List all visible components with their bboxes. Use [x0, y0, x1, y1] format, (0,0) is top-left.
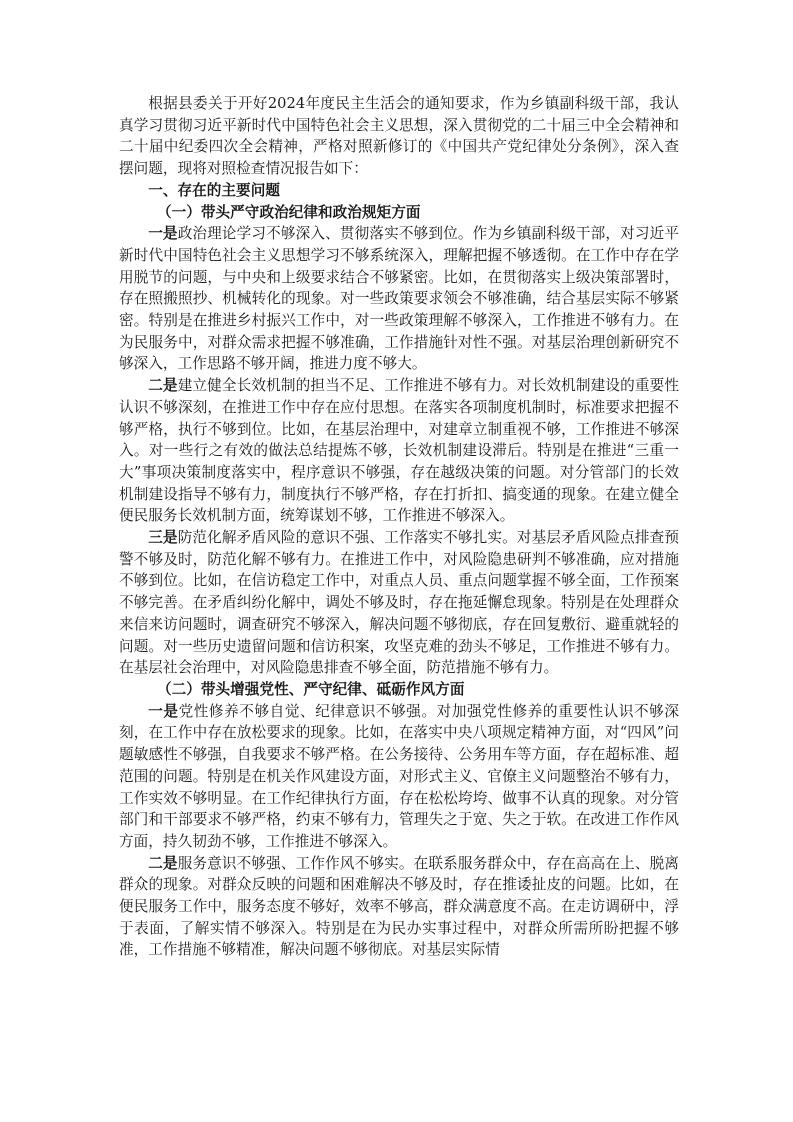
paragraph-3-lead: 三是 — [148, 529, 178, 547]
paragraph-4-lead: 一是 — [148, 702, 179, 720]
paragraph-5 — [119, 853, 679, 962]
subsection-heading-1: （一）带头严守政治纪律和政治规矩方面 — [156, 203, 421, 221]
paragraph-3-body: 防范化解矛盾风险的意识不强、工作落实不够扎实。对基层矛盾风险点排查预警不够及时，防范化解不够有力。在推进工作中，对风险隐患研判不够准确，应对措施不够到位。比如，在信访稳定工作中，对重点人员、重点问题掌握不够全面，工作预案不够完善。在矛盾纠纷化解中，调处不够及时，存在拖延懈怠现象。特别是在处理群众来信来访问题时，调查研究不够深入，解决问题不够彻底，存在回复敷衍、避重就轻的问题。对一些历史遗留问题和信访积案，攻坚克难的劲头不够足，工作推进不够有力。在基层社会治理中，对风险隐患排查不够全面，防范措施不够有力。 — [119, 529, 679, 677]
section-heading: 一、存在的主要问题 — [148, 181, 280, 199]
paragraph-2-body: 建立健全长效机制的担当不足、工作推进不够有力。对长效机制建设的重要性认识不够深刻，在推进工作中存在应付思想。在落实各项制度机制时，标准要求把握不够严格，执行不够到位。比如，在基层治理中，对建章立制重视不够，工作推进不够深入。对一些行之有效的做法总结提炼不够，长效机制建设滞后。特别是在推进“三重一大”事项决策制度落实中，程序意识不够强，存在越级决策的问题。对分管部门的长效机制建设指导不够有力，制度执行不够严格，存在打折扣、搞变通的现象。在建立健全便民服务长效机制方面，统筹谋划不够，工作推进不够深入。 — [119, 377, 679, 525]
document-page — [119, 93, 679, 961]
paragraph-2 — [119, 375, 679, 527]
paragraph-1-body: 政治理论学习不够深入、贯彻落实不够到位。作为乡镇副科级干部，对习近平新时代中国特色社会主义思想学习不够系统深入，理解把握不够透彻。在工作中存在学用脱节的问题，与中央和上级要求结合不够紧密。比如，在贯彻落实上级决策部署时，存在照搬照抄、机械转化的现象。对一些政策要求领会不够准确，结合基层实际不够紧密。特别是在推进乡村振兴工作中，对一些政策理解不够深入，工作推进不够有力。在为民服务中，对群众需求把握不够准确，工作措施针对性不强。对基层治理创新研究不够深入，工作思路不够开阔，推进力度不够大。 — [119, 225, 679, 373]
paragraph-4-body: 党性修养不够自觉、纪律意识不够强。对加强党性修养的重要性认识不够深刻，在工作中存在放松要求的现象。比如，在落实中央八项规定精神方面，对“四风”问题敏感性不够强，自我要求不够严格。在公务接待、公务用车等方面，存在超标准、超范围的问题。特别是在机关作风建设方面，对形式主义、官僚主义问题整治不够有力，工作实效不够明显。在工作纪律执行方面，存在松松垮垮、做事不认真的现象。对分管部门和干部要求不够严格，约束不够有力，管理失之于宽、失之于软。在改进工作作风方面，持久韧劲不够，工作推进不够深入。 — [119, 702, 680, 850]
intro-paragraph: 根据县委关于开好2024年度民主生活会的通知要求，作为乡镇副科级干部，我认真学习贯彻习近平新时代中国特色社会主义思想，深入贯彻党的二十届三中全会精神和二十届中纪委四次全会精神，严格对照新修订的《中国共产党纪律处分条例》，深入查摆问题，现将对照检查情况报告如下： — [119, 95, 679, 178]
paragraph-5-body: 服务意识不够强、工作作风不够实。在联系服务群众中，存在高高在上、脱离群众的现象。对群众反映的问题和困难解决不够及时，存在推诿扯皮的问题。比如，在便民服务工作中，服务态度不够好，效率不够高，群众满意度不高。在走访调研中，浮于表面，了解实情不够深入。特别是在为民办实事过程中，对群众所需所盼把握不够准，工作措施不够精准，解决问题不够彻底。对基层实际情 — [119, 854, 679, 959]
subsection-heading-2: （二）带头增强党性、严守纪律、砥砺作风方面 — [156, 680, 465, 698]
paragraph-5-lead: 二是 — [148, 854, 178, 872]
paragraph-4 — [119, 701, 679, 853]
paragraph-2-lead: 二是 — [148, 377, 178, 395]
paragraph-1-lead: 一是 — [148, 225, 178, 243]
paragraph-3 — [119, 527, 679, 679]
paragraph-1 — [119, 223, 679, 375]
